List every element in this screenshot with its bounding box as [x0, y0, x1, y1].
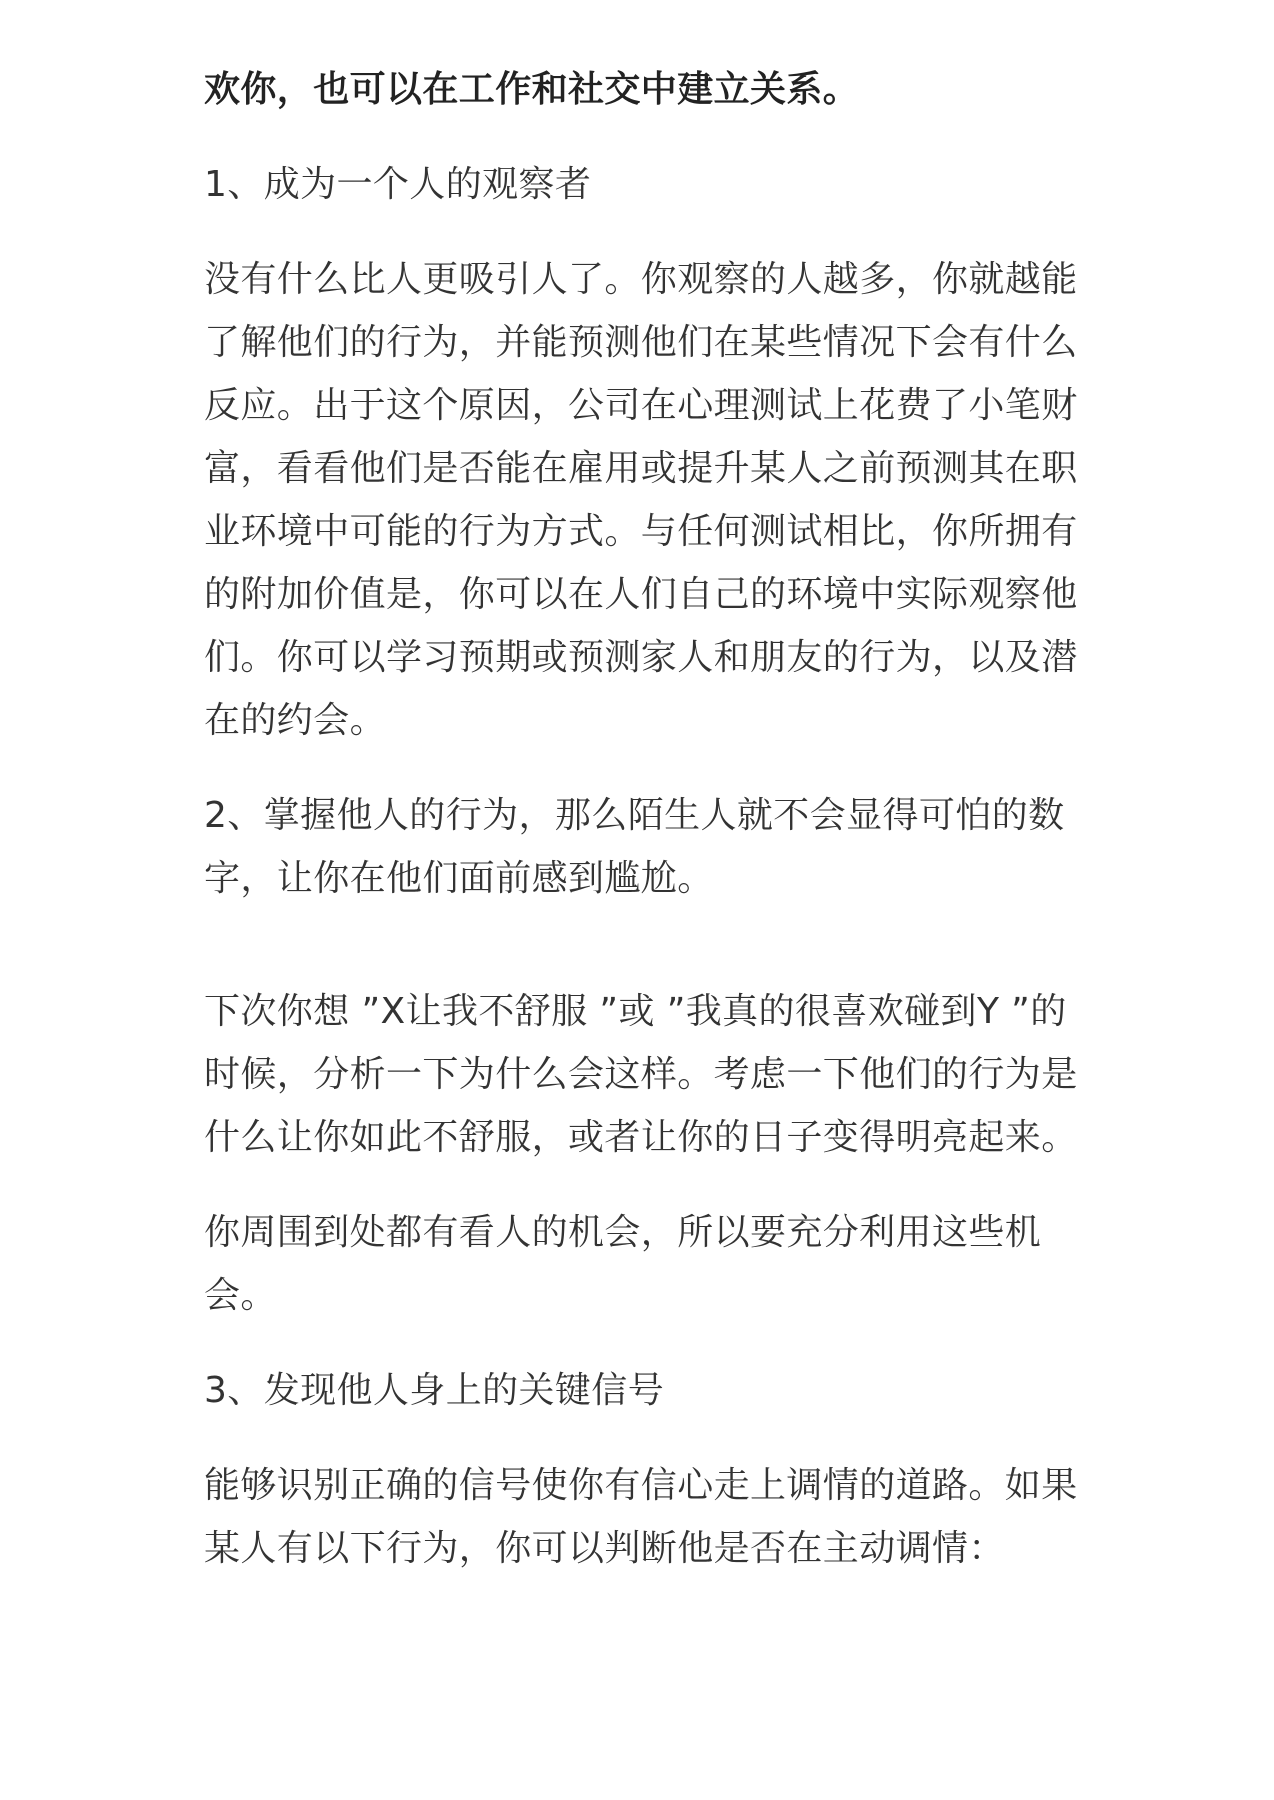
- paragraph-2: 下次你想 ”X让我不舒服 ”或 ”我真的很喜欢碰到Y ”的时候，分析一下为什么会这样。考虑一下他们的行为是什么让你如此不舒服，或者让你的日子变得明亮起来。: [204, 991, 1078, 1158]
- paragraph-1: 没有什么比人更吸引人了。你观察的人越多，你就越能了解他们的行为，并能预测他们在某些情况下会有什么反应。出于这个原因，公司在心理测试上花费了小笔财富，看看他们是否能在雇用或提升某人之前预测其在职业环境中可能的行为方式。与任何测试相比，你所拥有的附加价值是，你可以在人们自己的环境中实际观察他们。你可以学习预期或预测家人和朋友的行为，以及潜在的约会。: [204, 259, 1078, 741]
- lead-sentence: 欢你，也可以在工作和社交中建立关系。: [204, 69, 860, 110]
- article-body: [204, 58, 1080, 1580]
- section-heading-2: 2、掌握他人的行为，那么陌生人就不会显得可怕的数字，让你在他们面前感到尴尬。: [204, 795, 1065, 899]
- paragraph-4: 能够识别正确的信号使你有信心走上调情的道路。如果某人有以下行为，你可以判断他是否在主动调情：: [204, 1465, 1078, 1569]
- section-heading-3: 3、发现他人身上的关键信号: [204, 1370, 665, 1411]
- paragraph-3: 你周围到处都有看人的机会，所以要充分利用这些机会。: [204, 1212, 1042, 1316]
- section-heading-1: 1、成为一个人的观察者: [204, 164, 592, 205]
